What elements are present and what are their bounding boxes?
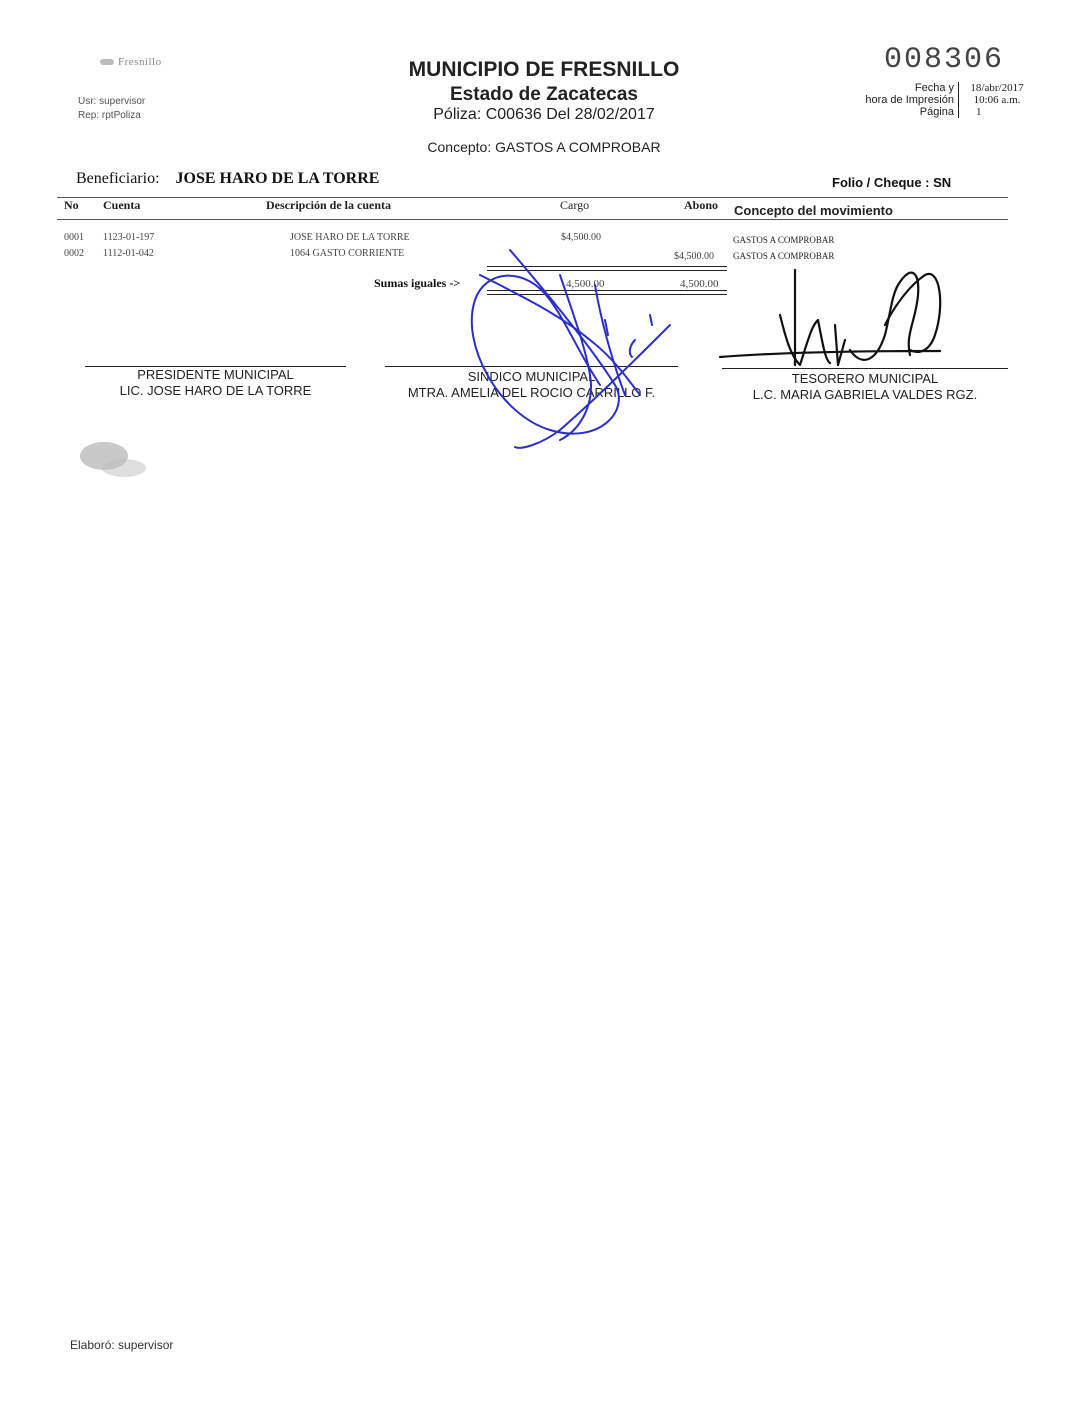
beneficiario-label: Beneficiario: bbox=[76, 170, 160, 187]
scan-smudge bbox=[76, 438, 156, 488]
blue-signature-sindico bbox=[472, 250, 670, 448]
folio-number: 008306 bbox=[884, 43, 1005, 77]
th-descripcion: Descripción de la cuenta bbox=[266, 198, 391, 212]
fecha-value: 18/abr/2017 bbox=[970, 82, 1024, 94]
fecha-labels bbox=[830, 82, 959, 118]
th-abono: Abono bbox=[684, 198, 719, 212]
beneficiario-name: JOSE HARO DE LA TORRE bbox=[175, 170, 380, 187]
elaboro-footer: Elaboró: supervisor bbox=[70, 1338, 174, 1352]
sumas-abono: 4,500.00 bbox=[680, 278, 719, 290]
sumas-label: Sumas iguales -> bbox=[374, 276, 461, 290]
pagina-label: Página bbox=[919, 106, 954, 118]
signatory-title-sindico: SINDICO MUNICIPAL bbox=[467, 369, 596, 384]
signatory-name-presidente: LIC. JOSE HARO DE LA TORRE bbox=[119, 383, 312, 398]
concepto-line: Concepto: GASTOS A COMPROBAR bbox=[427, 139, 661, 155]
row-no: 0001 bbox=[64, 232, 84, 243]
row-cargo: $4,500.00 bbox=[561, 232, 601, 243]
row-cuenta: 1123-01-197 bbox=[103, 232, 155, 243]
th-cuenta: Cuenta bbox=[103, 198, 141, 212]
fresnillo-logo: Fresnillo bbox=[100, 56, 162, 68]
fecha-label: Fecha y bbox=[914, 82, 954, 94]
sumas-cargo: 4,500.00 bbox=[566, 278, 605, 290]
signatory-name-sindico: MTRA. AMELIA DEL ROCIO CARRILLO F. bbox=[407, 385, 656, 400]
row-descripcion: JOSE HARO DE LA TORRE bbox=[290, 232, 410, 243]
folio-cheque: Folio / Cheque : SN bbox=[832, 175, 952, 190]
beneficiario bbox=[76, 170, 379, 188]
usr-label: Usr: supervisor bbox=[78, 96, 146, 107]
rep-label: Rep: rptPoliza bbox=[78, 110, 141, 121]
th-concepto: Concepto del movimiento bbox=[734, 203, 893, 218]
page-subtitle: Estado de Zacatecas bbox=[450, 84, 638, 105]
signatory-title-tesorero: TESORERO MUNICIPAL bbox=[791, 371, 939, 386]
row-abono: $4,500.00 bbox=[674, 251, 714, 262]
row-cuenta: 1112-01-042 bbox=[103, 248, 154, 259]
row-concepto: GASTOS A COMPROBAR bbox=[733, 235, 835, 245]
row-descripcion: 1064 GASTO CORRIENTE bbox=[290, 248, 405, 259]
th-no: No bbox=[64, 198, 79, 212]
signatory-name-tesorero: L.C. MARIA GABRIELA VALDES RGZ. bbox=[752, 387, 978, 402]
pagina-value: 1 bbox=[976, 106, 982, 118]
black-signature-tesorero bbox=[720, 270, 940, 365]
row-concepto: GASTOS A COMPROBAR bbox=[733, 251, 835, 261]
poliza-line: Póliza: C00636 Del 28/02/2017 bbox=[433, 106, 655, 123]
row-no: 0002 bbox=[64, 248, 84, 259]
page-title: MUNICIPIO DE FRESNILLO bbox=[408, 58, 680, 81]
table-header-bottom-rule bbox=[57, 219, 1008, 220]
hora-value: 10:06 a.m. bbox=[973, 94, 1021, 106]
handwritten-signatures bbox=[440, 245, 1040, 455]
table-header-top-rule bbox=[57, 197, 1008, 198]
th-cargo: Cargo bbox=[560, 198, 590, 212]
signatory-title-presidente: PRESIDENTE MUNICIPAL bbox=[137, 367, 294, 382]
hora-label: hora de Impresión bbox=[865, 94, 954, 106]
fecha-values bbox=[962, 82, 1032, 118]
